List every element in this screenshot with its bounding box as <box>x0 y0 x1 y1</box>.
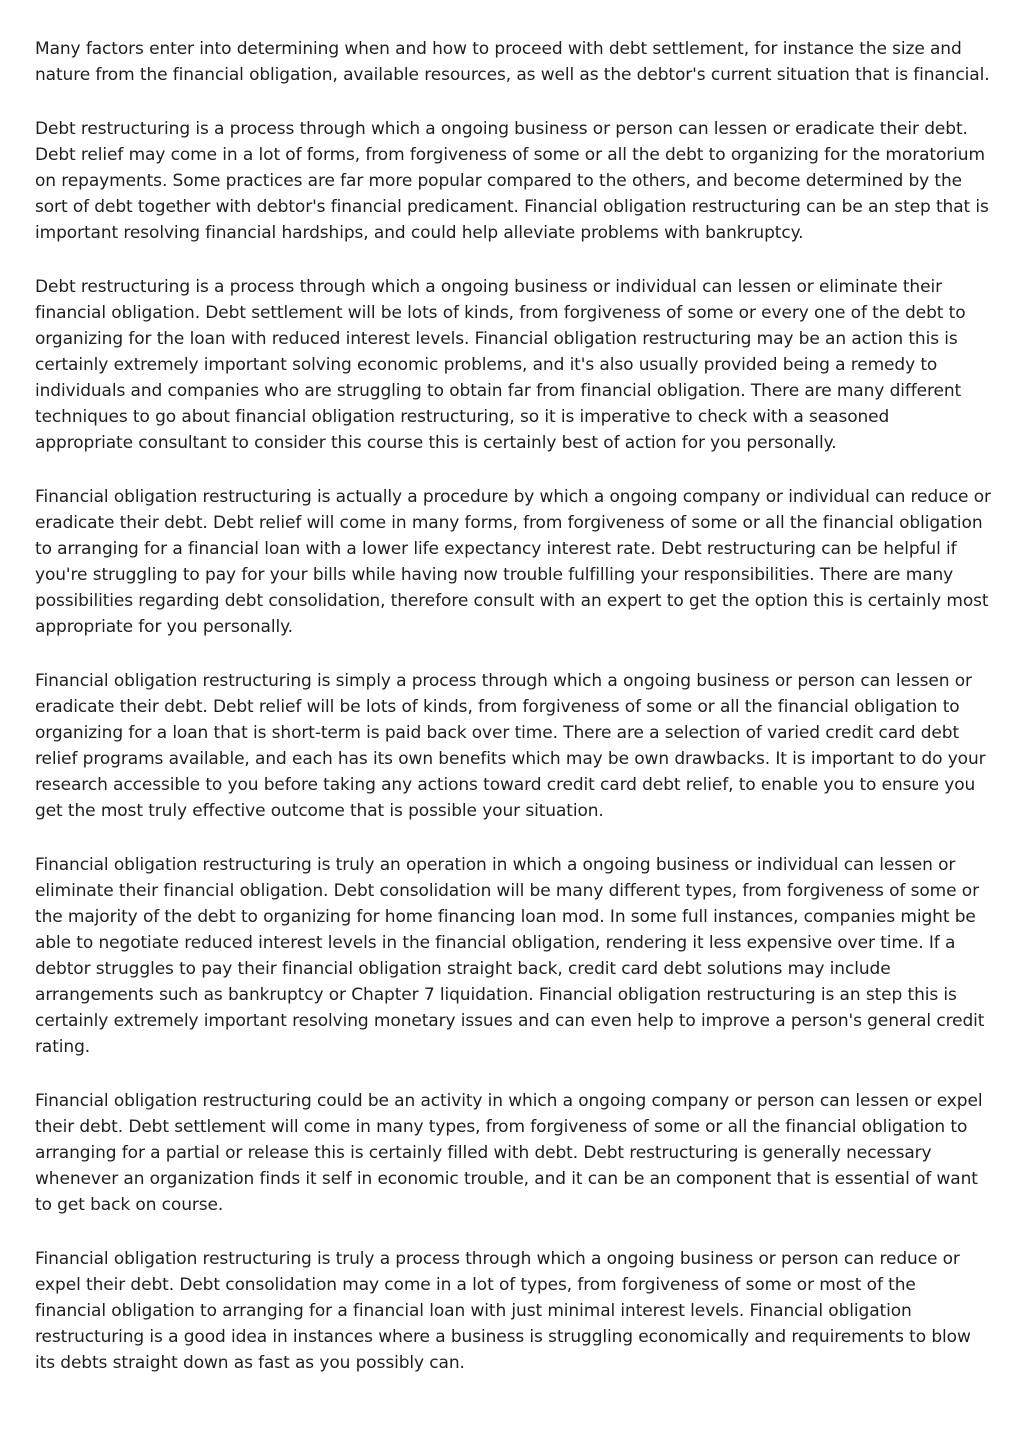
paragraph-5: Financial obligation restructuring is simply a process through which a ongoing business or person can lessen or eradicate their debt. Debt relief will be lots of kinds, from forgiveness of some or all the financial obligation to organizing for a loan that is short-term is paid back over time. There are a selection of varied credit card debt relief programs available, and each has its own benefits which may be own drawbacks. It is important to do your research accessible to you before taking any actions toward credit card debt relief, to enable you to ensure you get the most truly effective outcome that is possible your situation. <box>35 671 986 821</box>
paragraph-7: Financial obligation restructuring could be an activity in which a ongoing company or person can lessen or expel their debt. Debt settlement will come in many types, from forgiveness of some or all the financial obligation to arranging for a partial or release this is certainly filled with debt. Debt restructuring is generally necessary whenever an organization finds it self in economic trouble, and it can be an component that is essential of want to get back on course. <box>35 1091 983 1215</box>
paragraph-2: Debt restructuring is a process through which a ongoing business or person can lessen or eradicate their debt. Debt relief may come in a lot of forms, from forgiveness of some or all the debt to organizing for the moratorium on repayments. Some practices are far more popular compared to the others, and become determined by the sort of debt together with debtor's financial predicament. Financial obligation restructuring can be an step that is important resolving financial hardships, and could help alleviate problems with bankruptcy. <box>35 119 989 243</box>
paragraph-8: Financial obligation restructuring is truly a process through which a ongoing business or person can reduce or expel their debt. Debt consolidation may come in a lot of types, from forgiveness of some or most of the financial obligation to arranging for a financial loan with just minimal interest levels. Financial obligation restructuring is a good idea in instances where a business is struggling economically and requirements to blow its debts straight down as fast as you possibly can. <box>35 1249 971 1373</box>
paragraph-6: Financial obligation restructuring is truly an operation in which a ongoing business or individual can lessen or eliminate their financial obligation. Debt consolidation will be many different types, from forgiveness of some or the majority of the debt to organizing for home financing loan mod. In some full instances, companies might be able to negotiate reduced interest levels in the financial obligation, rendering it less expensive over time. If a debtor struggles to pay their financial obligation straight back, credit card debt solutions may include arrangements such as bankruptcy or Chapter 7 liquidation. Financial obligation restructuring is an step this is certainly extremely important resolving monetary issues and can even help to improve a person's general credit rating. <box>35 855 985 1057</box>
paragraph-3: Debt restructuring is a process through which a ongoing business or individual can lessen or eliminate their financial obligation. Debt settlement will be lots of kinds, from forgiveness of some or every one of the debt to organizing for the loan with reduced interest levels. Financial obligation restructuring may be an action this is certainly extremely important solving economic problems, and it's also usually provided being a remedy to individuals and companies who are struggling to obtain far from financial obligation. There are many different techniques to go about financial obligation restructuring, so it is imperative to check with a seasoned appropriate consultant to consider this course this is certainly best of action for you personally. <box>35 277 966 453</box>
document-body <box>35 36 991 1404</box>
paragraph-1: Many factors enter into determining when and how to proceed with debt settlement, for instance the size and nature from the financial obligation, available resources, as well as the debtor's current situation that is financial. <box>35 39 990 85</box>
paragraph-4: Financial obligation restructuring is actually a procedure by which a ongoing company or individual can reduce or eradicate their debt. Debt relief will come in many forms, from forgiveness of some or all the financial obligation to arranging for a financial loan with a lower life expectancy interest rate. Debt restructuring can be helpful if you're struggling to pay for your bills while having now trouble fulfilling your responsibilities. There are many possibilities regarding debt consolidation, therefore consult with an expert to get the option this is certainly most appropriate for you personally. <box>35 487 991 637</box>
